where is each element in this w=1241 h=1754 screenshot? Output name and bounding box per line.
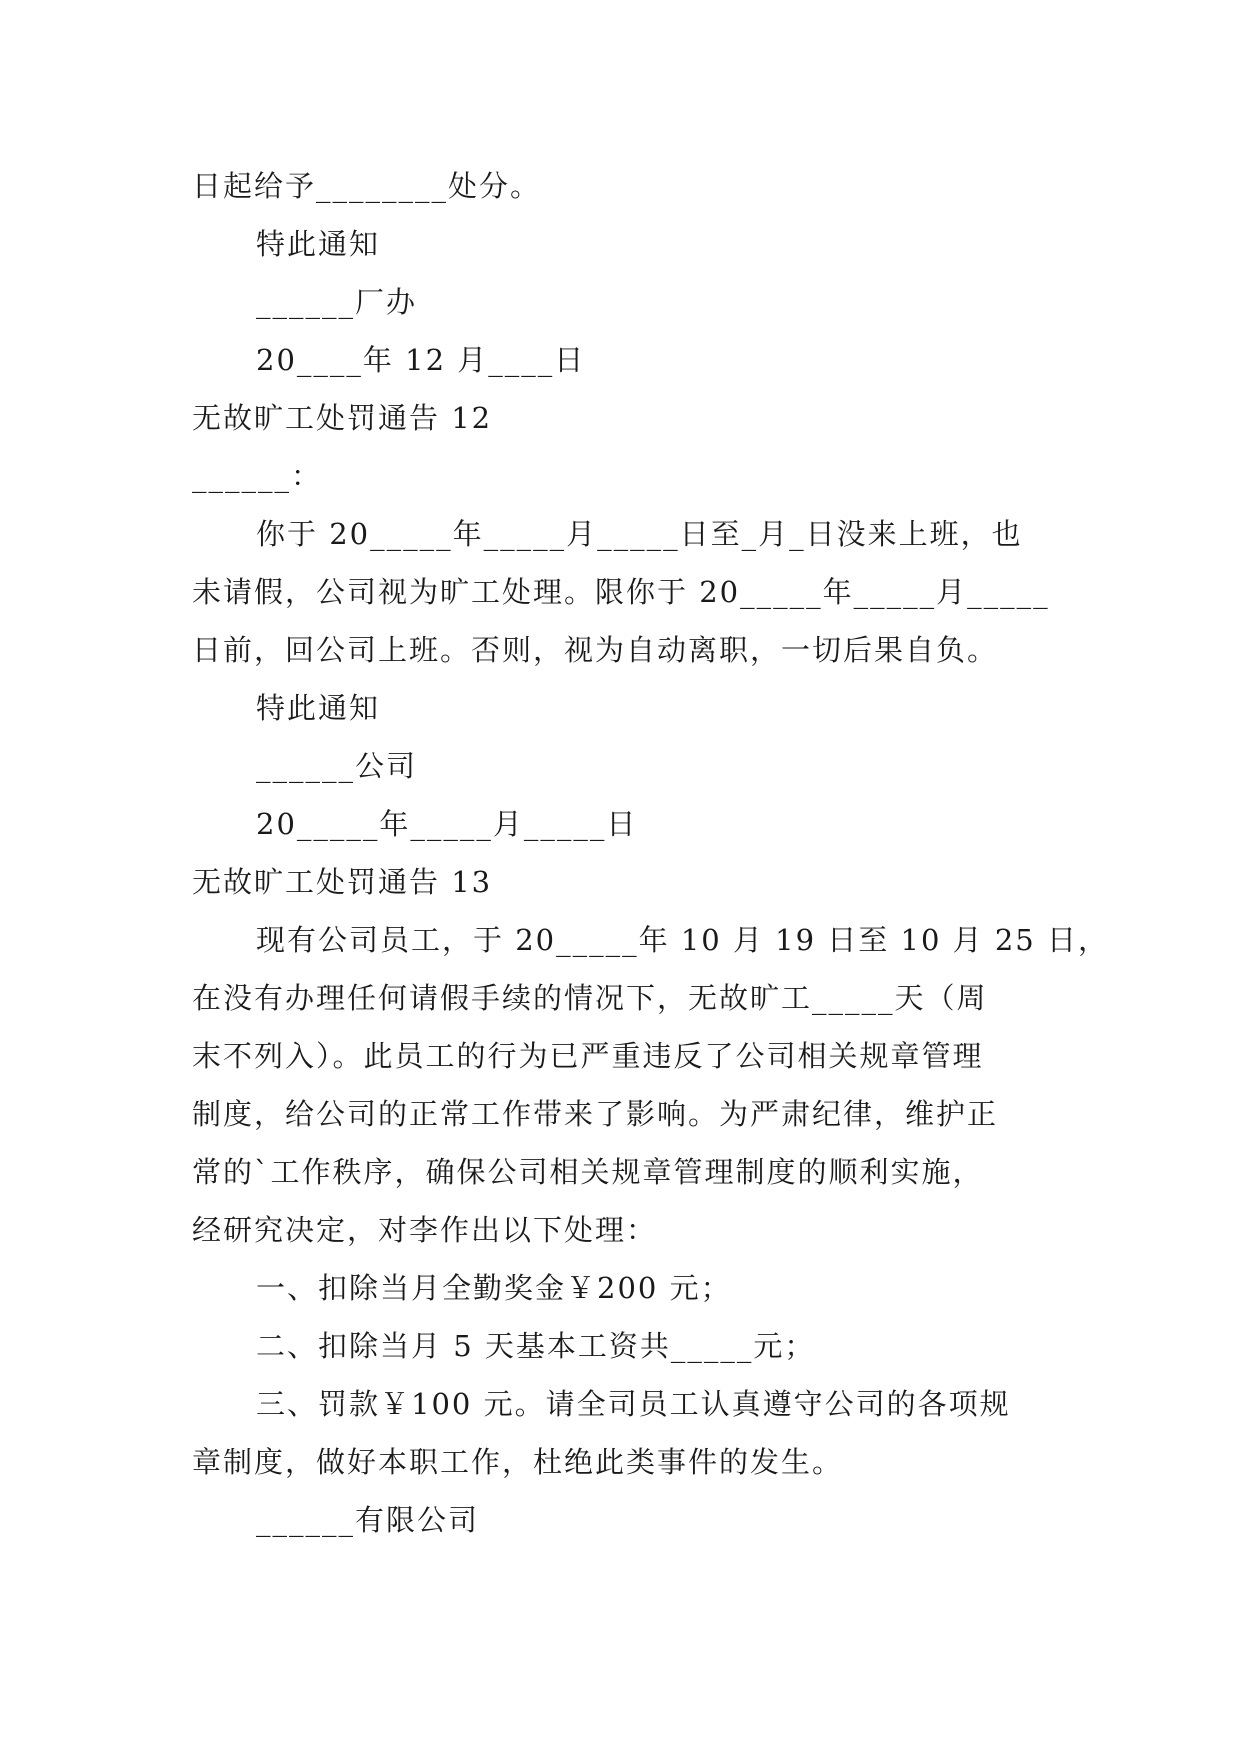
list-item: 三、罚款￥100 元。请全司员工认真遵守公司的各项规	[256, 1387, 1011, 1421]
signature-line: ______厂办	[256, 285, 418, 319]
text-line: 末不列入）。此员工的行为已严重违反了公司相关规章管理	[192, 1039, 984, 1073]
date-line: 20____年 12 月____日	[256, 343, 586, 377]
text-line: 章制度，做好本职工作，杜绝此类事件的发生。	[192, 1445, 844, 1479]
text-line: 制度，给公司的正常工作带来了影响。为严肃纪律，维护正	[192, 1097, 999, 1131]
signature-line: ______公司	[256, 749, 418, 783]
text-line: 经研究决定，对李作出以下处理：	[192, 1213, 658, 1247]
text-line: 现有公司员工，于 20_____年 10 月 19 日至 10 月 25 日，	[256, 923, 1109, 957]
text-line: 未请假，公司视为旷工处理。限你于 20_____年_____月_____	[192, 575, 1050, 609]
signature-line: ______有限公司	[256, 1503, 480, 1537]
salutation-line: ______：	[192, 459, 323, 493]
section-title: 无故旷工处罚通告 13	[192, 865, 493, 899]
text-line: 你于 20_____年_____月_____日至_月_日没来上班，也	[256, 517, 1023, 551]
list-item: 一、扣除当月全勤奖金￥200 元；	[256, 1271, 732, 1305]
text-line: 特此通知	[256, 227, 381, 261]
text-line: 常的`工作秩序，确保公司相关规章管理制度的顺利实施，	[192, 1155, 984, 1189]
list-item: 二、扣除当月 5 天基本工资共_____元；	[256, 1329, 816, 1363]
text-line: 特此通知	[256, 691, 381, 725]
text-line: 日前，回公司上班。否则，视为自动离职，一切后果自负。	[192, 633, 999, 667]
date-line: 20_____年_____月_____日	[256, 807, 638, 841]
text-line: 在没有办理任何请假手续的情况下，无故旷工_____天（周	[192, 981, 988, 1015]
section-title: 无故旷工处罚通告 12	[192, 401, 493, 435]
text-line: 日起给予________处分。	[192, 169, 542, 203]
